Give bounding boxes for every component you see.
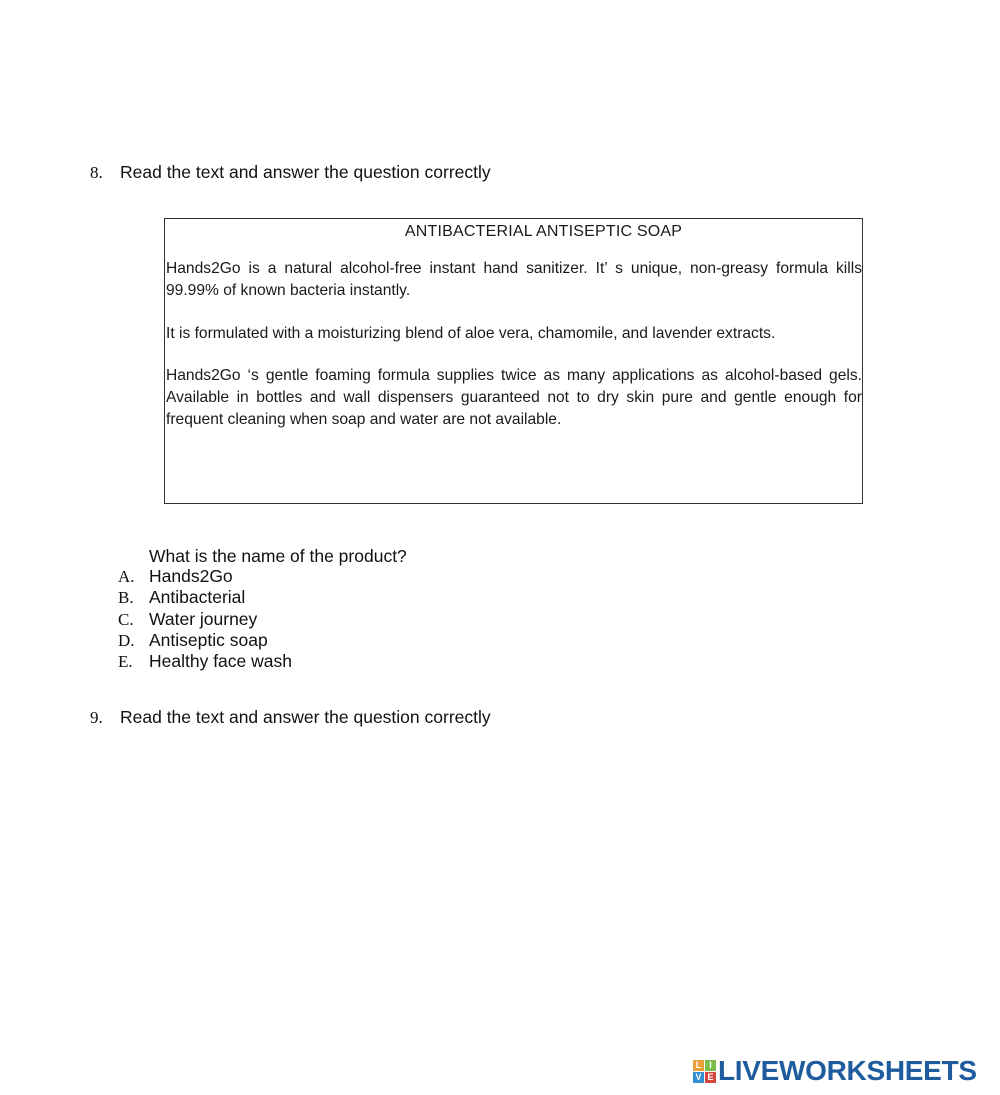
option-e[interactable] <box>118 651 292 672</box>
option-text: Antibacterial <box>149 587 246 608</box>
liveworksheets-logo <box>693 1056 977 1086</box>
passage-paragraph: It is formulated with a moisturizing blend of aloe vera, chamomile, and lavender extracts. <box>166 324 776 342</box>
question-number: 8. <box>90 163 103 182</box>
option-text: Healthy face wash <box>149 651 292 672</box>
passage-paragraph: Hands2Go ‘s gentle foaming formula supplies twice as many applications as alcohol-based gels. Available in bottles and wall dispensers guaranteed not to dry skin pure and gentle enough for frequent cleaning when soap and water are not available. <box>166 367 862 428</box>
option-letter: E. <box>118 652 133 672</box>
option-letter: A. <box>118 567 135 586</box>
question-stem: What is the name of the product? <box>149 546 407 566</box>
question-instruction: Read the text and answer the question correctly <box>120 162 491 182</box>
option-letter: D. <box>118 630 135 650</box>
option-a[interactable] <box>118 566 292 587</box>
option-text: Hands2Go <box>149 566 233 586</box>
option-letter: B. <box>118 588 134 608</box>
logo-text: LIVEWORKSHEETS <box>718 1055 977 1086</box>
option-c[interactable] <box>118 609 292 630</box>
logo-mark-icon: L I V E <box>693 1060 716 1083</box>
reading-passage <box>164 218 863 504</box>
question-instruction: Read the text and answer the question correctly <box>120 707 491 727</box>
passage-paragraph: Hands2Go is a natural alcohol-free instant hand sanitizer. It’ s unique, non-greasy formula kills 99.99% of known bacteria instantly. <box>166 260 862 299</box>
answer-options <box>118 566 292 672</box>
option-text: Water journey <box>149 608 258 629</box>
option-d[interactable] <box>118 630 292 651</box>
question-9-header <box>90 706 491 729</box>
question-number: 9. <box>90 708 103 727</box>
passage-title: ANTIBACTERIAL ANTISEPTIC SOAP <box>404 223 683 240</box>
option-letter: C. <box>118 609 134 629</box>
option-b[interactable] <box>118 587 292 608</box>
question-8-header <box>90 161 491 184</box>
option-text: Antiseptic soap <box>149 629 268 650</box>
